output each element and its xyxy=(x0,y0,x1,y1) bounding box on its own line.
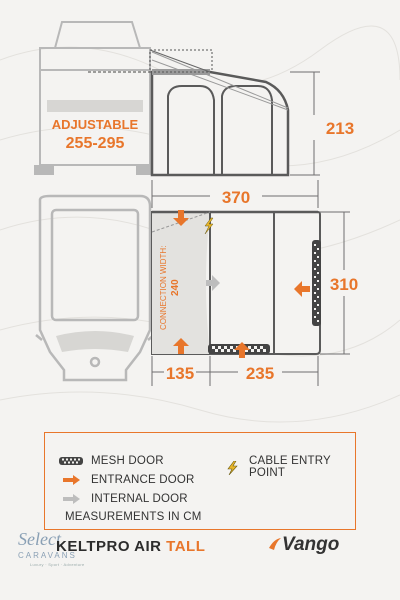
legend-internal-door-label: INTERNAL DOOR xyxy=(91,493,188,505)
adjustable-label: ADJUSTABLE xyxy=(51,117,139,132)
van-side xyxy=(34,22,156,175)
product-title xyxy=(56,538,205,555)
lightning-icon xyxy=(225,461,241,473)
van-top xyxy=(36,196,154,380)
top-view xyxy=(36,196,358,386)
legend-entrance-door-label: ENTRANCE DOOR xyxy=(91,474,195,486)
width-dim-text: 370 xyxy=(221,188,251,207)
product-title-suffix: TALL xyxy=(166,538,206,555)
brand-swoosh-icon xyxy=(268,537,282,551)
orange-arrow-icon xyxy=(59,474,83,486)
depth-dim-text: 310 xyxy=(329,275,359,294)
legend-cable-entry xyxy=(225,455,355,479)
legend-internal-door xyxy=(59,493,188,505)
mesh-door-icon xyxy=(59,455,83,467)
right-section-dim-text: 235 xyxy=(245,364,275,383)
legend-box xyxy=(44,432,356,530)
legend-entrance-door xyxy=(59,474,195,486)
seller-tagline: Luxury · Sport · Adventure xyxy=(30,562,85,567)
height-dim-text: 213 xyxy=(325,119,355,138)
legend-mesh-door xyxy=(59,455,164,467)
grey-arrow-icon xyxy=(59,493,83,505)
connection-width-value: 240 xyxy=(170,279,181,296)
legend-measurements-note xyxy=(65,511,202,523)
legend-mesh-door-label: MESH DOOR xyxy=(91,455,164,467)
legend-cable-entry-label: CABLE ENTRY POINT xyxy=(249,455,331,479)
adjustable-range: 255-295 xyxy=(65,135,125,152)
brand-name: Vango xyxy=(282,534,340,555)
measurements-note: MEASUREMENTS IN CM xyxy=(65,511,202,523)
product-title-prefix: KELTPRO AIR xyxy=(56,538,162,555)
left-section-dim-text: 135 xyxy=(165,364,195,383)
seller-name: Select xyxy=(18,529,61,549)
brand-logo xyxy=(268,534,339,556)
awning-fly xyxy=(150,50,210,72)
side-view xyxy=(34,22,354,208)
mesh-door-right xyxy=(312,240,321,326)
seller-sub: CARAVANS xyxy=(18,551,77,560)
connection-width-label: CONNECTION WIDTH: xyxy=(159,245,168,330)
